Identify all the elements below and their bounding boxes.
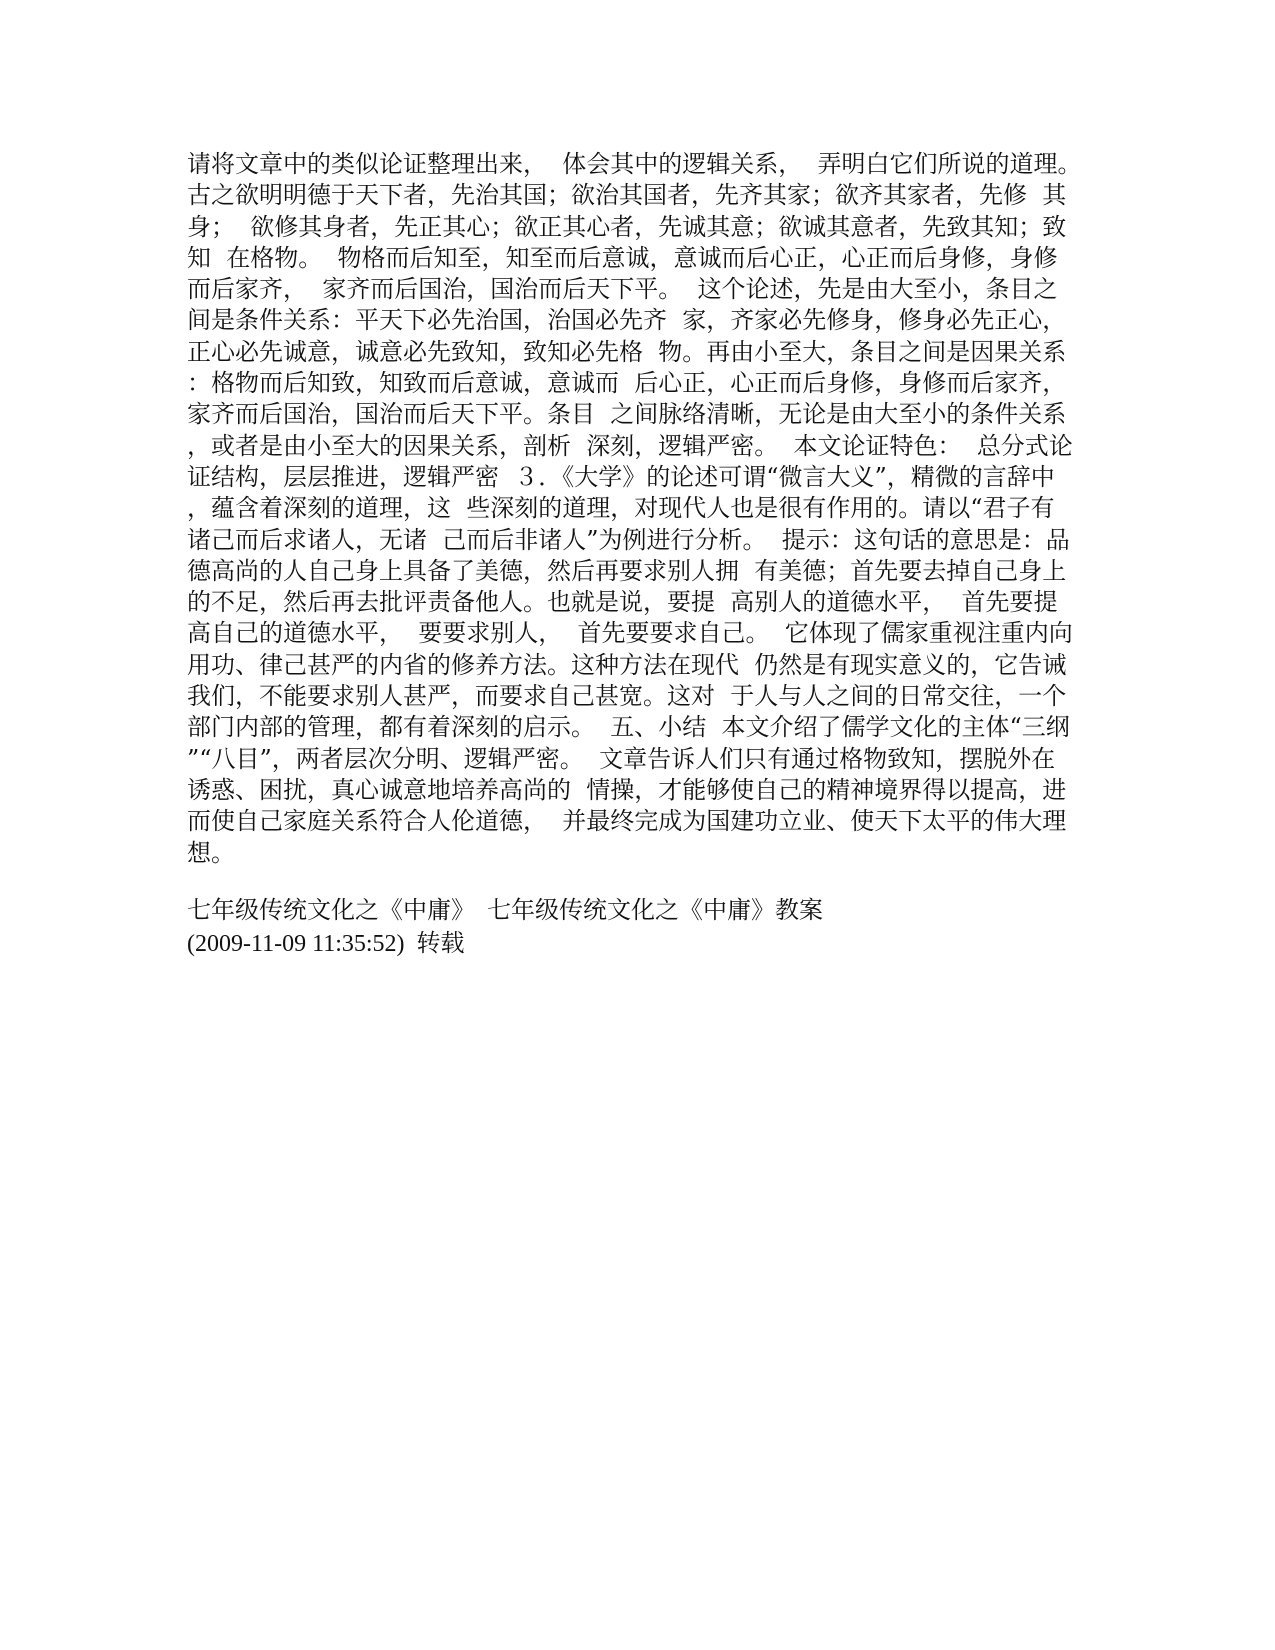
body-line: 用功、律己甚严的内省的修养方法。这种方法在现代 仍然是有现实意义的，它告诫 bbox=[187, 650, 1067, 679]
body-line: 部门内部的管理，都有着深刻的启示。 五、小结 本文介绍了儒学文化的主体“三纲 bbox=[187, 713, 1070, 742]
body-line: 间是条件关系：平天下必先治国，治国必先齐 家，齐家必先修身，修身必先正心， bbox=[187, 306, 1067, 335]
body-line: 请将文章中的类似论证整理出来， 体会其中的逻辑关系， 弄明白它们所说的道理。 bbox=[187, 150, 1082, 178]
body-line: 正心必先诚意，诚意必先致知，致知必先格 物。再由小至大，条目之间是因果关系 bbox=[187, 337, 1067, 366]
body-line: 证结构，层层推进，逻辑严密 ３．《大学》的论述可谓“微言大义”，精微的言辞中 bbox=[187, 462, 1055, 491]
body-line: 诸己而后求诸人，无诸 己而后非诸人”为例进行分析。 提示：这句话的意思是：品 bbox=[187, 525, 1070, 554]
body-line: ：格物而后知致，知致而后意诚，意诚而 后心正，心正而后身修，身修而后家齐， bbox=[187, 369, 1067, 398]
article-date-line: (2009-11-09 11:35:52) 转载 bbox=[187, 931, 465, 957]
body-line: 我们，不能要求别人甚严，而要求自己甚宽。这对 于人与人之间的日常交往，一个 bbox=[187, 682, 1067, 711]
body-line: 的不足，然后再去批评责备他人。也就是说，要提 高别人的道德水平， 首先要提 bbox=[187, 588, 1058, 617]
body-line: ”“八目”，两者层次分明、逻辑严密。 文章告诉人们只有通过格物致知，摆脱外在 bbox=[187, 744, 1056, 773]
body-line: 身； 欲修其身者，先正其心；欲正其心者，先诚其意；欲诚其意者，先致其知；致 bbox=[187, 212, 1067, 241]
body-line: 古之欲明明德于天下者，先治其国；欲治其国者，先齐其家；欲齐其家者，先修 其 bbox=[187, 181, 1067, 210]
body-line: 知 在格物。 物格而后知至，知至而后意诚，意诚而后心正，心正而后身修，身修 bbox=[187, 243, 1058, 272]
body-line: 想。 bbox=[187, 838, 235, 867]
article-footer bbox=[187, 895, 1092, 961]
body-line: 家齐而后国治，国治而后天下平。条目 之间脉络清晰，无论是由大至小的条件关系 bbox=[187, 400, 1067, 429]
body-line: 诱惑、困扰，真心诚意地培养高尚的 情操，才能够使自己的精神境界得以提高，进 bbox=[187, 775, 1067, 804]
body-line: 而后家齐， 家齐而后国治，国治而后天下平。 这个论述，先是由大至小，条目之 bbox=[187, 275, 1058, 304]
article-title-line: 七年级传统文化之《中庸》 七年级传统文化之《中庸》教案 bbox=[187, 898, 823, 924]
body-text bbox=[187, 149, 1092, 869]
body-line: 高自己的道德水平， 要要求别人， 首先要要求自己。 它体现了儒家重视注重内向 bbox=[187, 619, 1073, 648]
body-line: 而使自己家庭关系符合人伦道德， 并最终完成为国建功立业、使天下太平的伟大理 bbox=[187, 807, 1067, 836]
body-line: 德高尚的人自己身上具备了美德，然后再要求别人拥 有美德；首先要去掉自己身上 bbox=[187, 556, 1067, 585]
body-line: ，蕴含着深刻的道理，这 些深刻的道理，对现代人也是很有作用的。请以“君子有 bbox=[187, 494, 1055, 523]
body-line: ，或者是由小至大的因果关系，剖析 深刻，逻辑严密。 本文论证特色： 总分式论 bbox=[187, 431, 1073, 460]
